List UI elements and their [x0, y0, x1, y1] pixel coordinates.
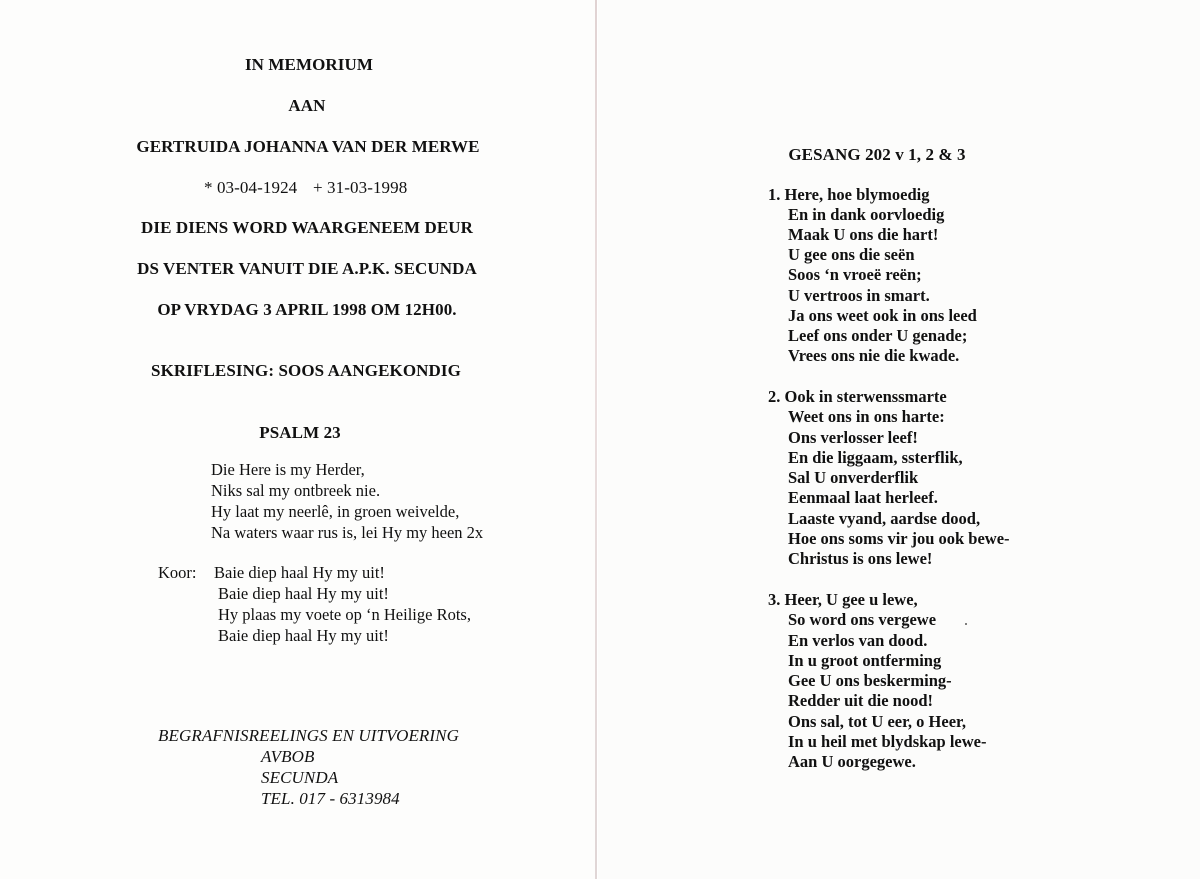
- verse-line: In u groot ontferming: [788, 651, 942, 670]
- verse-line: Redder uit die nood!: [788, 691, 934, 710]
- verse-line: Weet ons in ons harte:: [788, 407, 945, 426]
- verse-line: Soos ‘n vroeë reën;: [788, 265, 922, 284]
- verse-line: So word ons vergewe: [788, 610, 937, 629]
- verse-line: Laaste vyand, aardse dood,: [788, 509, 981, 528]
- psalm-title: PSALM 23: [259, 423, 341, 442]
- service-line-2: DS VENTER VANUIT DIE A.P.K. SECUNDA: [137, 259, 477, 278]
- verse-line: Maak U ons die hart!: [788, 225, 939, 244]
- hymn-title: GESANG 202 v 1, 2 & 3: [788, 145, 966, 164]
- verse-line: Hoe ons soms vir jou ook bewe-: [788, 529, 1010, 548]
- verse-line: 3. Heer, U gee u lewe,: [768, 590, 918, 609]
- verse-line: U gee ons die seën: [788, 245, 915, 264]
- verse-line: En in dank oorvloedig: [788, 205, 945, 224]
- funeral-line-1: BEGRAFNISREELINGS EN UITVOERING: [158, 726, 459, 745]
- birth-date: * 03-04-1924: [204, 178, 298, 197]
- right-page: [598, 0, 1200, 879]
- psalm-line: Hy laat my neerlê, in groen weivelde,: [211, 502, 460, 521]
- verse-line: En verlos van dood.: [788, 631, 928, 650]
- service-line-3: OP VRYDAG 3 APRIL 1998 OM 12H00.: [157, 300, 457, 319]
- funeral-line-4: TEL. 017 - 6313984: [261, 789, 400, 808]
- verse-line: Leef ons onder U genade;: [788, 326, 968, 345]
- psalm-line: Na waters waar rus is, lei Hy my heen 2x: [211, 523, 484, 542]
- verse-line: Ons sal, tot U eer, o Heer,: [788, 712, 966, 731]
- verse-line: Christus is ons lewe!: [788, 549, 933, 568]
- verse-line: Sal U onverderflik: [788, 468, 919, 487]
- verse-line: 1. Here, hoe blymoedig: [768, 185, 930, 204]
- scripture-reading: SKRIFLESING: SOOS AANGEKONDIG: [151, 361, 461, 380]
- psalm-line: Niks sal my ontbreek nie.: [211, 481, 381, 500]
- verse-line: 2. Ook in sterwenssmarte: [768, 387, 947, 406]
- koor-line: Hy plaas my voete op ‘n Heilige Rots,: [218, 605, 471, 624]
- death-date: + 31-03-1998: [313, 178, 408, 197]
- funeral-line-2: AVBOB: [261, 747, 315, 766]
- psalm-line: Die Here is my Herder,: [211, 460, 365, 479]
- speck-mark: [965, 623, 967, 625]
- verse-line: In u heil met blydskap lewe-: [788, 732, 987, 751]
- verse-line: Aan U oorgegewe.: [788, 752, 916, 771]
- verse-line: Gee U ons beskerming-: [788, 671, 952, 690]
- koor-line: Baie diep haal Hy my uit!: [218, 626, 389, 645]
- deceased-name: GERTRUIDA JOHANNA VAN DER MERWE: [136, 137, 480, 156]
- verse-line: U vertroos in smart.: [788, 286, 930, 305]
- koor-line: Baie diep haal Hy my uit!: [218, 584, 389, 603]
- aan-label: AAN: [288, 96, 326, 115]
- verse-line: Ja ons weet ook in ons leed: [788, 306, 977, 325]
- koor-label: Koor:: [158, 563, 197, 582]
- funeral-line-3: SECUNDA: [261, 768, 339, 787]
- left-page: [0, 0, 596, 879]
- koor-line: Baie diep haal Hy my uit!: [214, 563, 385, 582]
- service-line-1: DIE DIENS WORD WAARGENEEM DEUR: [140, 218, 474, 237]
- verse-line: Vrees ons nie die kwade.: [788, 346, 960, 365]
- verse-line: Ons verlosser leef!: [788, 428, 918, 447]
- verse-line: Eenmaal laat herleef.: [788, 488, 938, 507]
- page-fold-divider: [595, 0, 597, 879]
- memorial-title: IN MEMORIUM: [244, 55, 374, 74]
- verse-line: En die liggaam, ssterflik,: [788, 448, 963, 467]
